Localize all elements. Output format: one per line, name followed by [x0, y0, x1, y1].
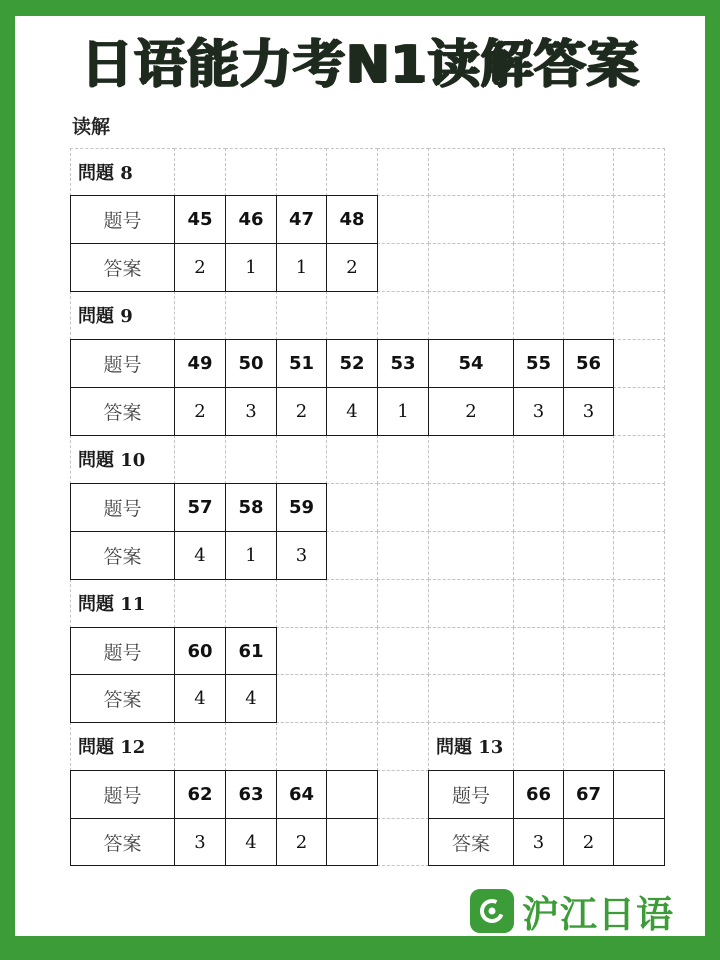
grid-cell	[377, 531, 429, 580]
grid-cell	[563, 627, 614, 675]
answer-cell: 3	[276, 531, 327, 580]
grid-cell	[276, 627, 327, 675]
question-number-cell: 64	[276, 770, 327, 819]
grid-cell	[563, 243, 614, 292]
grid-cell	[613, 195, 665, 244]
grid-cell	[513, 243, 564, 292]
question-group-label: 問題 12	[78, 737, 146, 758]
answer-cell	[326, 818, 378, 866]
question-group-label: 問題 13	[436, 737, 504, 758]
question-number-cell	[613, 770, 665, 819]
grid-cell	[326, 483, 378, 532]
grid-cell	[377, 291, 429, 340]
answer-cell: 1	[276, 243, 327, 292]
grid-cell	[613, 483, 665, 532]
question-number-cell: 45	[174, 195, 226, 244]
answer-cell	[613, 818, 665, 866]
grid-cell	[428, 243, 514, 292]
grid-cell	[377, 818, 429, 866]
grid-cell	[613, 627, 665, 675]
grid-cell	[513, 674, 564, 723]
grid-cell	[276, 291, 327, 340]
grid-cell	[428, 435, 514, 484]
grid-cell	[377, 627, 429, 675]
answer-cell: 3	[513, 387, 564, 436]
grid-cell	[613, 435, 665, 484]
row-header-number: 题号	[70, 339, 175, 388]
question-number-cell: 46	[225, 195, 277, 244]
answer-cell: 1	[225, 243, 277, 292]
question-number-cell: 60	[174, 627, 226, 675]
answer-cell: 2	[174, 387, 226, 436]
grid-cell	[377, 770, 429, 819]
hujiang-logo-icon	[470, 889, 514, 933]
grid-cell	[428, 674, 514, 723]
question-number-cell: 55	[513, 339, 564, 388]
grid-cell	[276, 579, 327, 628]
row-header-number: 题号	[70, 483, 175, 532]
grid-cell	[276, 148, 327, 196]
section-title: 读解	[72, 116, 111, 138]
question-number-cell: 54	[428, 339, 514, 388]
grid-cell	[513, 483, 564, 532]
question-number-cell: 57	[174, 483, 226, 532]
grid-cell	[377, 483, 429, 532]
grid-cell	[613, 674, 665, 723]
grid-cell	[613, 579, 665, 628]
question-number-cell: 48	[326, 195, 378, 244]
brand-name: 沪江日语	[522, 893, 674, 936]
grid-cell	[225, 148, 277, 196]
grid-cell	[613, 291, 665, 340]
grid-cell	[326, 531, 378, 580]
answer-cell: 4	[225, 674, 277, 723]
question-number-cell: 52	[326, 339, 378, 388]
grid-cell	[377, 243, 429, 292]
grid-cell	[513, 435, 564, 484]
grid-cell	[174, 579, 226, 628]
answer-cell: 3	[225, 387, 277, 436]
row-header-answer: 答案	[70, 243, 175, 292]
grid-cell	[513, 722, 564, 771]
grid-cell	[428, 627, 514, 675]
grid-cell	[563, 291, 614, 340]
question-number-cell: 59	[276, 483, 327, 532]
question-group-label: 問題 8	[78, 162, 133, 184]
question-group-label: 問題 11	[78, 594, 146, 615]
grid-cell	[174, 722, 226, 771]
grid-cell	[613, 531, 665, 580]
question-number-cell: 66	[513, 770, 564, 819]
grid-cell	[428, 148, 514, 196]
grid-cell	[377, 674, 429, 723]
grid-cell	[513, 579, 564, 628]
question-number-cell: 63	[225, 770, 277, 819]
grid-cell	[563, 483, 614, 532]
grid-cell	[276, 435, 327, 484]
grid-cell	[377, 195, 429, 244]
grid-cell	[513, 627, 564, 675]
question-number-cell: 67	[563, 770, 614, 819]
grid-cell	[326, 579, 378, 628]
row-header-answer: 答案	[428, 818, 514, 866]
answer-cell: 4	[174, 674, 226, 723]
row-header-answer: 答案	[70, 387, 175, 436]
grid-cell	[513, 531, 564, 580]
row-header-answer: 答案	[70, 531, 175, 580]
grid-cell	[377, 579, 429, 628]
grid-cell	[326, 722, 378, 771]
grid-cell	[225, 722, 277, 771]
question-number-cell: 56	[563, 339, 614, 388]
answer-cell: 1	[225, 531, 277, 580]
answer-cell: 2	[326, 243, 378, 292]
grid-cell	[225, 291, 277, 340]
answer-cell: 3	[513, 818, 564, 866]
grid-cell	[428, 531, 514, 580]
answer-cell: 2	[563, 818, 614, 866]
question-number-cell: 61	[225, 627, 277, 675]
row-header-number: 题号	[428, 770, 514, 819]
question-number-cell: 49	[174, 339, 226, 388]
question-group-label: 問題 10	[78, 450, 146, 471]
question-number-cell: 53	[377, 339, 429, 388]
answer-cell: 4	[174, 531, 226, 580]
answer-cell: 4	[326, 387, 378, 436]
grid-cell	[513, 291, 564, 340]
grid-cell	[276, 674, 327, 723]
row-header-answer: 答案	[70, 674, 175, 723]
answer-cell: 2	[276, 387, 327, 436]
grid-cell	[613, 148, 665, 196]
question-number-cell: 58	[225, 483, 277, 532]
grid-cell	[513, 195, 564, 244]
grid-cell	[428, 291, 514, 340]
row-header-number: 题号	[70, 627, 175, 675]
row-header-number: 题号	[70, 195, 175, 244]
grid-cell	[174, 291, 226, 340]
grid-cell	[174, 148, 226, 196]
answer-cell: 3	[563, 387, 614, 436]
grid-cell	[563, 148, 614, 196]
grid-cell	[377, 148, 429, 196]
row-header-answer: 答案	[70, 818, 175, 866]
grid-cell	[563, 579, 614, 628]
grid-cell	[377, 435, 429, 484]
grid-cell	[563, 435, 614, 484]
answer-cell: 1	[377, 387, 429, 436]
grid-cell	[613, 243, 665, 292]
grid-cell	[563, 722, 614, 771]
grid-cell	[613, 722, 665, 771]
grid-cell	[326, 435, 378, 484]
grid-cell	[428, 483, 514, 532]
grid-cell	[563, 195, 614, 244]
grid-cell	[326, 291, 378, 340]
page-title: 日语能力考N1读解答案	[80, 35, 640, 95]
grid-cell	[225, 579, 277, 628]
brand-logo	[470, 884, 674, 938]
grid-cell	[428, 579, 514, 628]
grid-cell	[377, 722, 429, 771]
question-number-cell: 51	[276, 339, 327, 388]
grid-cell	[326, 627, 378, 675]
grid-cell	[326, 674, 378, 723]
grid-cell	[513, 148, 564, 196]
grid-cell	[613, 339, 665, 388]
grid-cell	[225, 435, 277, 484]
question-group-label: 問題 9	[78, 306, 133, 327]
answer-cell: 2	[276, 818, 327, 866]
question-number-cell: 47	[276, 195, 327, 244]
answer-cell: 2	[428, 387, 514, 436]
question-number-cell	[326, 770, 378, 819]
row-header-number: 题号	[70, 770, 175, 819]
answer-cell: 4	[225, 818, 277, 866]
grid-cell	[613, 387, 665, 436]
grid-cell	[326, 148, 378, 196]
question-number-cell: 50	[225, 339, 277, 388]
grid-cell	[174, 435, 226, 484]
answer-cell: 3	[174, 818, 226, 866]
grid-cell	[563, 674, 614, 723]
grid-cell	[276, 722, 327, 771]
grid-cell	[563, 531, 614, 580]
answer-cell: 2	[174, 243, 226, 292]
grid-cell	[428, 195, 514, 244]
question-number-cell: 62	[174, 770, 226, 819]
